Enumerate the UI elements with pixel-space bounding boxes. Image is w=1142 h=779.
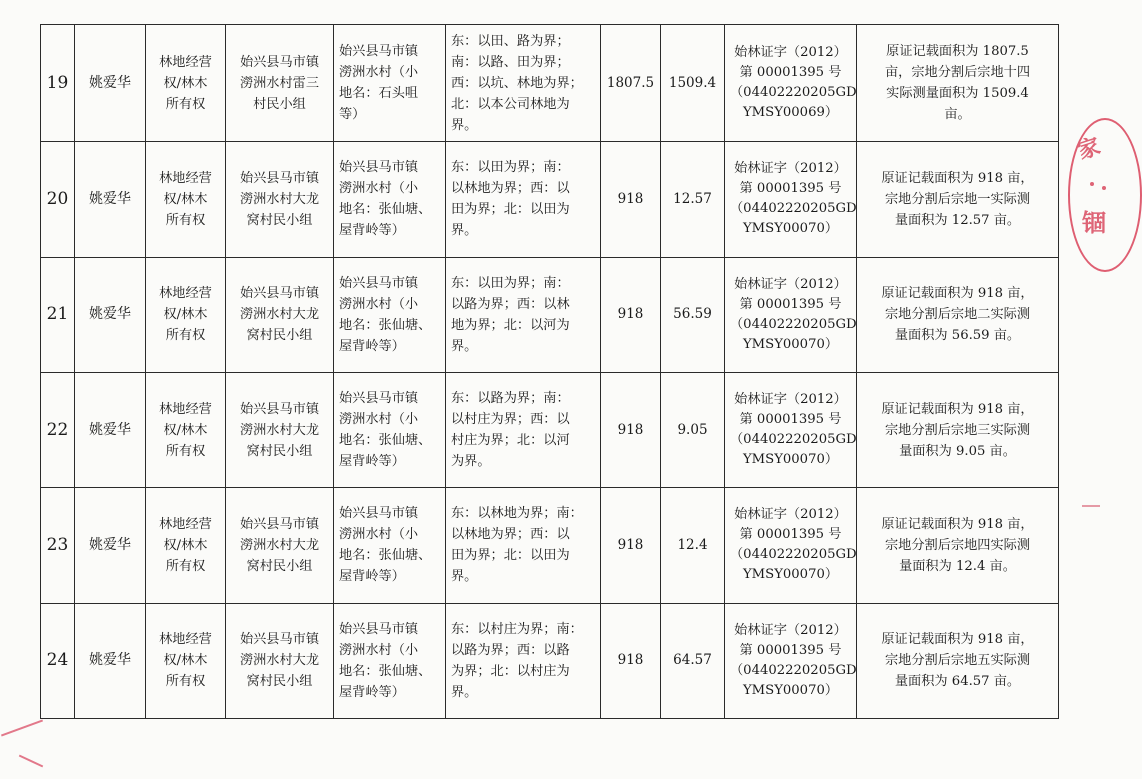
- remark-cell: [857, 372, 1059, 487]
- cell-line: 始林证字（2012）: [734, 276, 847, 292]
- table-row: [41, 142, 1059, 257]
- cell-line: 田为界；北：以田为: [451, 548, 570, 564]
- cell-line: 屋背岭等）: [339, 569, 405, 585]
- cell-line: 以路为界；西：以路: [451, 642, 570, 658]
- cell-line: （04402220205GD: [730, 201, 857, 217]
- cell-line: （04402220205GD: [730, 547, 857, 563]
- cell-line: 东：以村庄为界；南：: [451, 621, 583, 637]
- cell-line: 第 00001395 号: [739, 65, 842, 81]
- place-name-cell: [334, 372, 446, 487]
- cell-line: 权/林木: [163, 307, 208, 323]
- cell-line: 澇洲水村（小: [339, 412, 419, 428]
- cell-line: 田为界；北：以田为: [451, 202, 570, 218]
- cell-line: 窝村民小组: [246, 212, 313, 228]
- cell-line: 原证记载面积为 918 亩，: [881, 170, 1034, 186]
- holder-name: 姚爱华: [75, 372, 146, 487]
- row-number: 23: [41, 488, 75, 603]
- cell-line: 原证记载面积为 918 亩，: [881, 286, 1034, 302]
- cell-line: 权/林木: [163, 75, 208, 91]
- cell-line: 始兴县马市镇: [239, 632, 320, 648]
- cell-line: 屋背岭等）: [339, 223, 405, 239]
- original-area-cell: 918: [601, 488, 661, 603]
- cell-line: 所有权: [165, 443, 206, 459]
- holder-name: 姚爱华: [75, 142, 146, 257]
- red-seal-stamp: [1068, 118, 1142, 272]
- cell-line: 屋背岭等）: [339, 338, 405, 354]
- table-row: [41, 257, 1059, 372]
- cell-line: 界。: [451, 117, 478, 133]
- cell-line: 屋背岭等）: [339, 454, 405, 470]
- cell-line: 林地经营: [159, 401, 212, 417]
- right-type-cell: [146, 25, 226, 142]
- row-number: 21: [41, 257, 75, 372]
- boundary-cell: [446, 603, 601, 718]
- holder-name: 姚爱华: [75, 603, 146, 718]
- cell-line: 第 00001395 号: [739, 527, 842, 543]
- cell-line: 以林地为界；西：以: [451, 181, 570, 197]
- cell-line: 所有权: [165, 212, 206, 228]
- cell-line: 林地经营: [159, 286, 212, 302]
- cell-line: 始兴县马市镇: [339, 44, 419, 60]
- cell-line: 权/林木: [163, 537, 208, 553]
- cell-line: 以林地为界；西：以: [451, 527, 570, 543]
- right-type-cell: [146, 257, 226, 372]
- cell-line: 始兴县马市镇: [339, 506, 419, 522]
- right-type-cell: [146, 603, 226, 718]
- cell-line: 窝村民小组: [246, 558, 313, 574]
- cell-line: 始兴县马市镇: [339, 275, 419, 291]
- cell-line: 地名：张仙塘、: [339, 433, 432, 449]
- cell-line: （04402220205GD: [730, 662, 857, 678]
- cell-line: 以路为界；西：以林: [451, 296, 570, 312]
- cell-line: 界。: [451, 569, 478, 585]
- place-name-cell: [334, 25, 446, 142]
- place-name-cell: [334, 257, 446, 372]
- cell-line: 所有权: [165, 96, 206, 112]
- table-row: [41, 372, 1059, 487]
- holder-name: 姚爱华: [75, 25, 146, 142]
- cell-line: 原证记载面积为 918 亩，: [881, 516, 1034, 532]
- seal-mark: [1102, 186, 1106, 190]
- cell-line: 村庄为界；北：以河: [451, 433, 570, 449]
- seal-fragment-mark: [1, 720, 43, 737]
- measured-area-cell: 12.57: [661, 142, 725, 257]
- cell-line: 地名：石头咀: [339, 86, 419, 102]
- cell-line: 地名：张仙塘、: [339, 317, 432, 333]
- cell-line: 东：以路为界；南：: [451, 391, 570, 407]
- cell-line: 地名：张仙塘、: [339, 548, 432, 564]
- cell-line: 北：以本公司林地为: [451, 96, 570, 112]
- certificate-cell: [725, 25, 857, 142]
- cell-line: 为界；北：以村庄为: [451, 663, 570, 679]
- cell-line: 界。: [451, 338, 478, 354]
- seal-fragment-mark: [19, 755, 43, 768]
- cell-line: 始林证字（2012）: [734, 161, 847, 177]
- measured-area-cell: 56.59: [661, 257, 725, 372]
- measured-area-cell: 9.05: [661, 372, 725, 487]
- cell-line: YMSY00070）: [742, 567, 839, 583]
- certificate-cell: [725, 372, 857, 487]
- measured-area-cell: 12.4: [661, 488, 725, 603]
- cell-line: 澇洲水村大龙: [239, 422, 320, 438]
- cell-line: 始林证字（2012）: [734, 45, 847, 61]
- cell-line: 量面积为 12.4 亩。: [899, 558, 1016, 574]
- right-type-cell: [146, 488, 226, 603]
- cell-line: 东：以林地为界；南：: [451, 506, 583, 522]
- cell-line: 地名：张仙塘、: [339, 663, 432, 679]
- cell-line: 始林证字（2012）: [734, 507, 847, 523]
- cell-line: 始兴县马市镇: [239, 170, 320, 186]
- cell-line: 南：以路、田为界；: [451, 54, 570, 70]
- cell-line: 第 00001395 号: [739, 642, 842, 658]
- cell-line: 始兴县马市镇: [239, 54, 320, 70]
- place-name-cell: [334, 142, 446, 257]
- cell-line: 等）: [339, 107, 366, 123]
- table-row: [41, 603, 1059, 718]
- row-number: 24: [41, 603, 75, 718]
- holder-name: 姚爱华: [75, 488, 146, 603]
- cell-line: 澇洲水村大龙: [239, 191, 320, 207]
- cell-line: 宗地分割后宗地四实际测: [884, 537, 1031, 553]
- cell-line: 原证记载面积为 918 亩，: [881, 632, 1034, 648]
- original-area-cell: 918: [601, 372, 661, 487]
- cell-line: 澇洲水村（小: [339, 527, 419, 543]
- cell-line: YMSY00070）: [742, 336, 839, 352]
- remark-cell: [857, 25, 1059, 142]
- certificate-cell: [725, 603, 857, 718]
- table-row: [41, 488, 1059, 603]
- cell-line: 林地经营: [159, 170, 212, 186]
- boundary-cell: [446, 257, 601, 372]
- cell-line: 量面积为 56.59 亩。: [894, 328, 1021, 344]
- cell-line: 澇洲水村大龙: [239, 537, 320, 553]
- cell-line: 村民小组: [253, 96, 306, 112]
- cell-line: 第 00001395 号: [739, 296, 842, 312]
- cell-line: 林地经营: [159, 516, 212, 532]
- cell-line: 所有权: [165, 674, 206, 690]
- cell-line: 东：以田为界；南：: [451, 160, 570, 176]
- remark-cell: [857, 488, 1059, 603]
- cell-line: 屋背岭等）: [339, 684, 405, 700]
- table-body: [41, 25, 1059, 719]
- cell-line: 澇洲水村（小: [339, 181, 419, 197]
- table-row: [41, 25, 1059, 142]
- remark-cell: [857, 142, 1059, 257]
- cell-line: 以村庄为界；西：以: [451, 412, 570, 428]
- cell-line: 实际测量面积为 1509.4: [886, 86, 1029, 102]
- cell-line: 为界。: [451, 454, 491, 470]
- holder-name: 姚爱华: [75, 257, 146, 372]
- cell-line: YMSY00069）: [742, 105, 839, 121]
- measured-area-cell: 1509.4: [661, 25, 725, 142]
- cell-line: （04402220205GD: [730, 432, 857, 448]
- cell-line: 窝村民小组: [246, 328, 313, 344]
- cell-line: 林地经营: [159, 54, 212, 70]
- place-name-cell: [334, 488, 446, 603]
- cell-line: 始兴县马市镇: [339, 391, 419, 407]
- cell-line: 始林证字（2012）: [734, 392, 847, 408]
- cell-line: 原证记载面积为 1807.5: [886, 44, 1029, 60]
- certificate-cell: [725, 257, 857, 372]
- cell-line: 窝村民小组: [246, 443, 313, 459]
- row-number: 20: [41, 142, 75, 257]
- cell-line: 始兴县马市镇: [339, 160, 419, 176]
- cell-line: 界。: [451, 684, 478, 700]
- cell-line: 始兴县马市镇: [239, 401, 320, 417]
- cell-line: 澇洲水村（小: [339, 642, 419, 658]
- location-cell: [226, 372, 334, 487]
- cell-line: 原证记载面积为 918 亩，: [881, 401, 1034, 417]
- cell-line: 界。: [451, 223, 478, 239]
- cell-line: YMSY00070）: [742, 452, 839, 468]
- cell-line: YMSY00070）: [742, 682, 839, 698]
- cell-line: 始兴县马市镇: [239, 516, 320, 532]
- cell-line: 量面积为 64.57 亩。: [894, 674, 1021, 690]
- cell-line: 宗地分割后宗地五实际测: [884, 653, 1031, 669]
- right-type-cell: [146, 372, 226, 487]
- cell-line: YMSY00070）: [742, 221, 839, 237]
- cell-line: 地名：张仙塘、: [339, 202, 432, 218]
- certificate-cell: [725, 488, 857, 603]
- cell-line: 宗地分割后宗地二实际测: [884, 307, 1031, 323]
- cell-line: 澇洲水村雷三: [239, 75, 320, 91]
- cell-line: 权/林木: [163, 422, 208, 438]
- boundary-cell: [446, 142, 601, 257]
- right-type-cell: [146, 142, 226, 257]
- cell-line: 第 00001395 号: [739, 412, 842, 428]
- cell-line: 地为界；北：以河为: [451, 317, 570, 333]
- cell-line: 权/林木: [163, 653, 208, 669]
- cell-line: 亩，宗地分割后宗地十四: [884, 65, 1031, 81]
- cell-line: 始兴县马市镇: [239, 286, 320, 302]
- cell-line: 窝村民小组: [246, 674, 313, 690]
- cell-line: （04402220205GD: [730, 316, 857, 332]
- original-area-cell: 918: [601, 603, 661, 718]
- original-area-cell: 918: [601, 257, 661, 372]
- seal-mark: [1090, 182, 1094, 186]
- cell-line: 澇洲水村（小: [339, 296, 419, 312]
- cell-line: 所有权: [165, 328, 206, 344]
- location-cell: [226, 603, 334, 718]
- seal-glyph: 锢: [1082, 208, 1106, 237]
- cell-line: 亩。: [944, 107, 971, 123]
- cell-line: 始林证字（2012）: [734, 622, 847, 638]
- cell-line: 宗地分割后宗地三实际测: [884, 422, 1031, 438]
- cell-line: 第 00001395 号: [739, 181, 842, 197]
- cell-line: 宗地分割后宗地一实际测: [884, 191, 1031, 207]
- cell-line: （04402220205GD: [730, 85, 857, 101]
- cell-line: 权/林木: [163, 191, 208, 207]
- certificate-cell: [725, 142, 857, 257]
- cell-line: 澇洲水村大龙: [239, 653, 320, 669]
- cell-line: 所有权: [165, 558, 206, 574]
- location-cell: [226, 142, 334, 257]
- location-cell: [226, 488, 334, 603]
- cell-line: 西：以坑、林地为界；: [451, 75, 583, 91]
- cell-line: 林地经营: [159, 632, 212, 648]
- location-cell: [226, 25, 334, 142]
- cell-line: 东：以田、路为界；: [451, 33, 570, 49]
- cell-line: 澇洲水村大龙: [239, 307, 320, 323]
- cell-line: 量面积为 9.05 亩。: [899, 443, 1016, 459]
- remark-cell: [857, 603, 1059, 718]
- cell-line: 始兴县马市镇: [339, 621, 419, 637]
- cell-line: 东：以田为界；南：: [451, 275, 570, 291]
- cell-line: 澇洲水村（小: [339, 65, 419, 81]
- land-rights-table: [40, 24, 1059, 719]
- boundary-cell: [446, 372, 601, 487]
- original-area-cell: 1807.5: [601, 25, 661, 142]
- boundary-cell: [446, 488, 601, 603]
- remark-cell: [857, 257, 1059, 372]
- cell-line: 量面积为 12.57 亩。: [894, 212, 1021, 228]
- original-area-cell: 918: [601, 142, 661, 257]
- seal-glyph: 家: [1074, 133, 1104, 165]
- seal-fragment-mark: [1082, 505, 1100, 507]
- location-cell: [226, 257, 334, 372]
- row-number: 22: [41, 372, 75, 487]
- row-number: 19: [41, 25, 75, 142]
- measured-area-cell: 64.57: [661, 603, 725, 718]
- boundary-cell: [446, 25, 601, 142]
- place-name-cell: [334, 603, 446, 718]
